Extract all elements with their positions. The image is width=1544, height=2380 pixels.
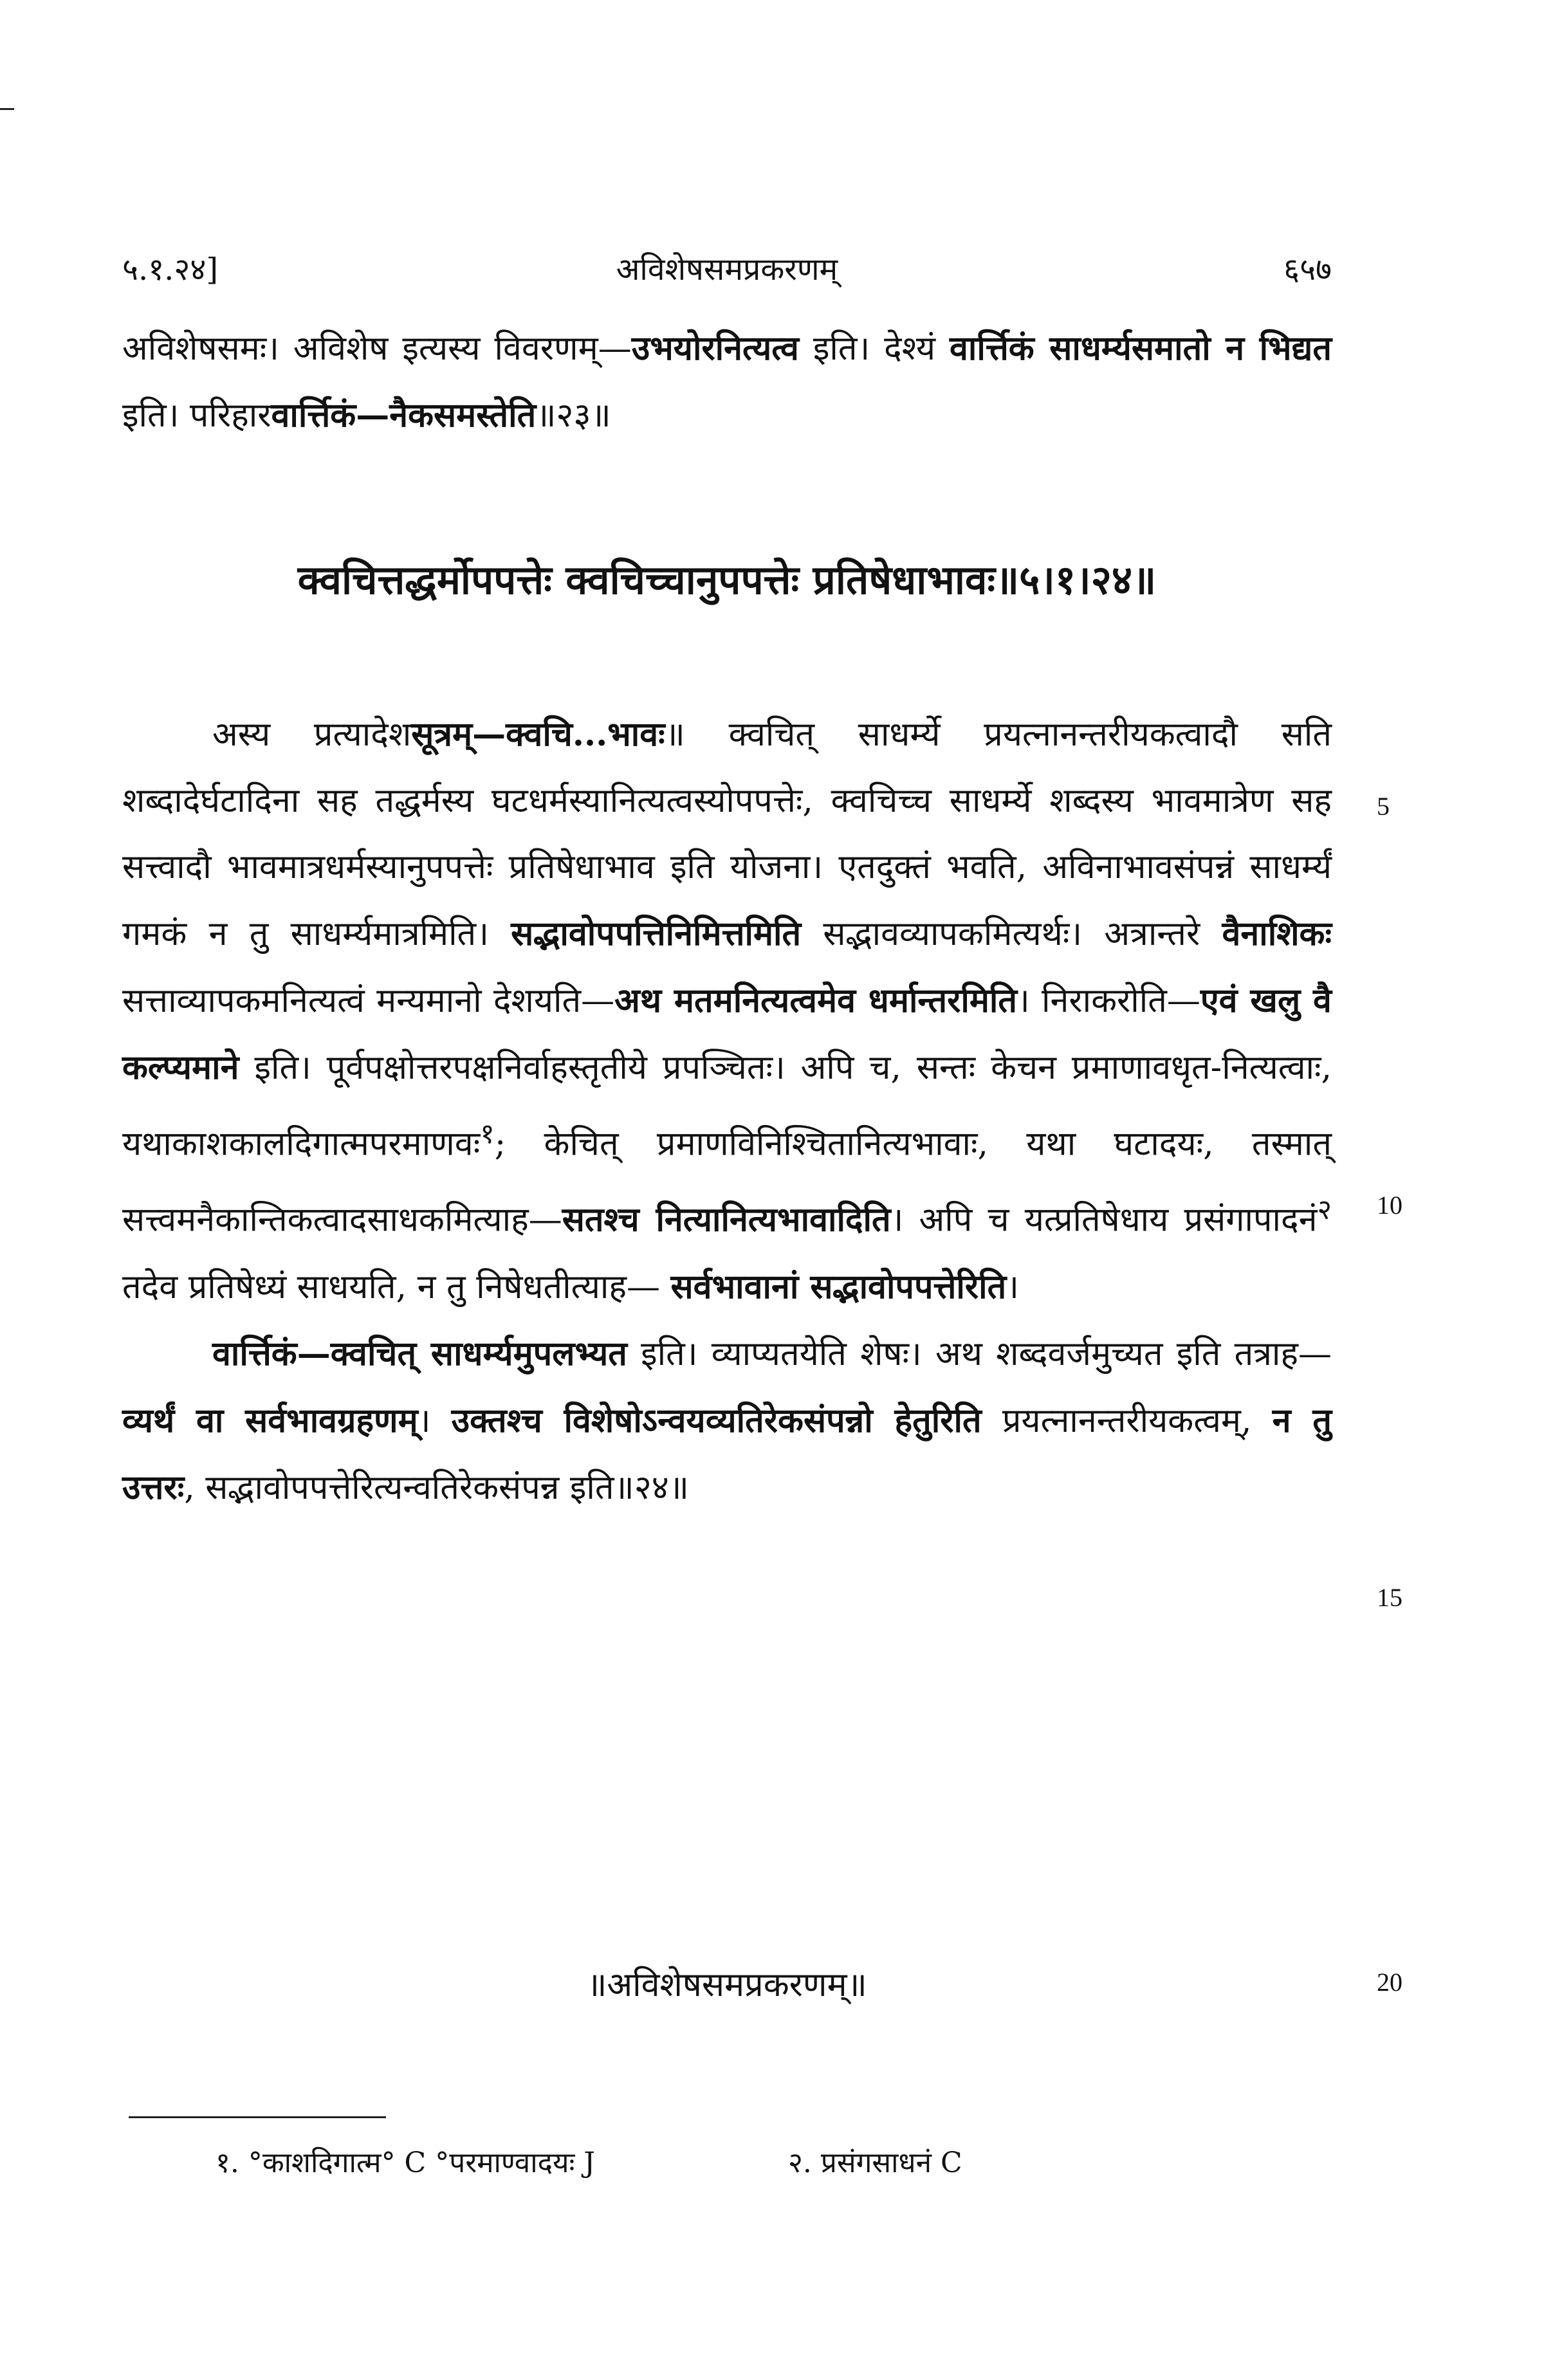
bold-run: उक्तश्च विशेषोऽन्वयव्यतिरेकसंपन्नो हेतुरिति bbox=[451, 1400, 982, 1440]
footnote-2: २. प्रसंगसाधनं C bbox=[788, 2147, 962, 2179]
bold-run: सद्भावोपपत्तिनिमित्तमिति bbox=[511, 914, 802, 953]
line-number: 5 bbox=[1377, 792, 1390, 821]
bold-run: वार्त्तिकं साधर्म्यसमातो न भिद्यत bbox=[949, 329, 1332, 368]
bold-run: उभयोरनित्यत्व bbox=[631, 329, 799, 368]
text-run: । निराकरोति— bbox=[1017, 982, 1200, 1020]
text-run: इति। देश्यं bbox=[798, 329, 950, 368]
footnote-1: १. °काशदिगात्म° C °परमाण्वादयः J bbox=[216, 2147, 596, 2179]
footnote-marker: १ bbox=[480, 1118, 495, 1150]
commentary-paragraph-1 bbox=[122, 701, 1332, 1321]
bold-run: अथ मतमनित्यत्वमेव धर्मान्तरमिति bbox=[614, 981, 1018, 1020]
line-number: 10 bbox=[1377, 1191, 1402, 1220]
section-closing: ॥अविशेषसमप्रकरणम्॥ bbox=[587, 1966, 867, 2004]
bold-run: वार्त्तिकं—नैकसमस्तेति bbox=[271, 396, 537, 435]
margin-mark bbox=[0, 108, 14, 110]
intro-paragraph bbox=[122, 315, 1332, 449]
text-run: । bbox=[418, 1401, 452, 1440]
text-run: इति। पूर्वपक्षोत्तरपक्षनिर्वाहस्तृतीये प्रपञ्चितः। अपि च, सन्तः केचन प्रमाणावधृत-नित्यत्वाः, यथाकाशकालदिगात्मपरमाणवः bbox=[122, 1048, 1332, 1164]
line-number: 15 bbox=[1377, 1583, 1402, 1612]
text-run: , सद्भावोपपत्तेरित्यन्वतिरेकसंपन्न इति॥२४॥ bbox=[184, 1468, 689, 1507]
sutra-heading: क्वचित्तद्धर्मोपपत्तेः क्वचिच्चानुपपत्तेः प्रतिषेधाभावः॥५।१।२४॥ bbox=[297, 556, 1157, 603]
text-run: सत्ताव्यापकमनित्यत्वं मन्यमानो देशयति— bbox=[122, 982, 615, 1020]
header-chapter-title: अविशेषसमप्रकरणम् bbox=[616, 252, 838, 288]
running-header bbox=[122, 248, 1332, 299]
bold-run: एवं खलु वै कल्प्यमाने bbox=[122, 981, 1332, 1087]
bold-run: सतश्च नित्यानित्यभावादिति bbox=[562, 1200, 891, 1240]
bold-run: सर्वभावानां सद्भावोपपत्तेरिति bbox=[670, 1267, 1007, 1306]
text-run: ॥२३॥ bbox=[536, 396, 611, 435]
bold-run: वैनाशिकः bbox=[1222, 914, 1332, 953]
bold-run: वार्त्तिकं—क्वचित् साधर्म्यमुपलभ्यत bbox=[212, 1333, 627, 1373]
text-run: । bbox=[1006, 1267, 1019, 1306]
text-run: प्रयत्नानन्तरीयकत्वम्, bbox=[981, 1401, 1273, 1440]
text-run: तदेव प्रतिषेध्यं साधयति, न तु निषेधतीत्याह— bbox=[122, 1267, 671, 1306]
header-section-ref: ५.१.२४] bbox=[122, 252, 219, 288]
footnote-marker: २ bbox=[1317, 1194, 1332, 1227]
text-run: इति। परिहार bbox=[122, 396, 271, 435]
text-run: इति। व्याप्यतयेति शेषः। अथ शब्दवर्जमुच्यत इति तत्राह— bbox=[627, 1334, 1332, 1373]
text-run: ॥ क्वचित् साधर्म्ये प्रयत्नानन्तरीयकत्वादौ सति शब्दादेर्घटादिना सह तद्धर्मस्य घटधर्मस्यानित्यत्वस्योपपत्तेः, क्वचिच्च साधर्म्ये शब्दस्य भावमात्रेण सह सत्त्वादौ भावमात्रधर्मस्यानुपपत्तेः प्रतिषेधाभाव इति योजना। एतदुक्तं भवति, अविनाभावसंपन्नं साधर्म्यं गमकं न तु साधर्म्यमात्रमिति। bbox=[122, 715, 1332, 953]
text-run: सद्भावव्यापकमित्यर्थः। अत्रान्तरे bbox=[801, 915, 1222, 953]
commentary bbox=[122, 701, 1332, 1521]
page-number: ६५७ bbox=[1283, 252, 1332, 288]
bold-run: व्यर्थं वा सर्वभावग्रहणम् bbox=[122, 1400, 418, 1440]
intro-text bbox=[122, 315, 1332, 449]
text-run: । अपि च यत्प्रतिषेधाय प्रसंगापादनं bbox=[890, 1200, 1318, 1240]
commentary-paragraph-2 bbox=[122, 1321, 1332, 1521]
line-number: 20 bbox=[1377, 1968, 1402, 1997]
footnote-rule bbox=[129, 2116, 386, 2118]
text-run: अविशेषसमः। अविशेष इत्यस्य विवरणम्— bbox=[122, 329, 632, 368]
text-run: अस्य प्रत्यादेश bbox=[212, 715, 412, 754]
bold-run: सूत्रम्—क्वचि...भावः bbox=[411, 715, 665, 754]
bold-run: न तु उत्तरः bbox=[122, 1400, 1332, 1507]
text-run: ; केचित् प्रमाणविनिश्चितानित्यभावाः, यथा घटादयः, तस्मात् सत्त्वमनैकान्तिकत्वादसाधकमित्याह— bbox=[122, 1124, 1332, 1240]
